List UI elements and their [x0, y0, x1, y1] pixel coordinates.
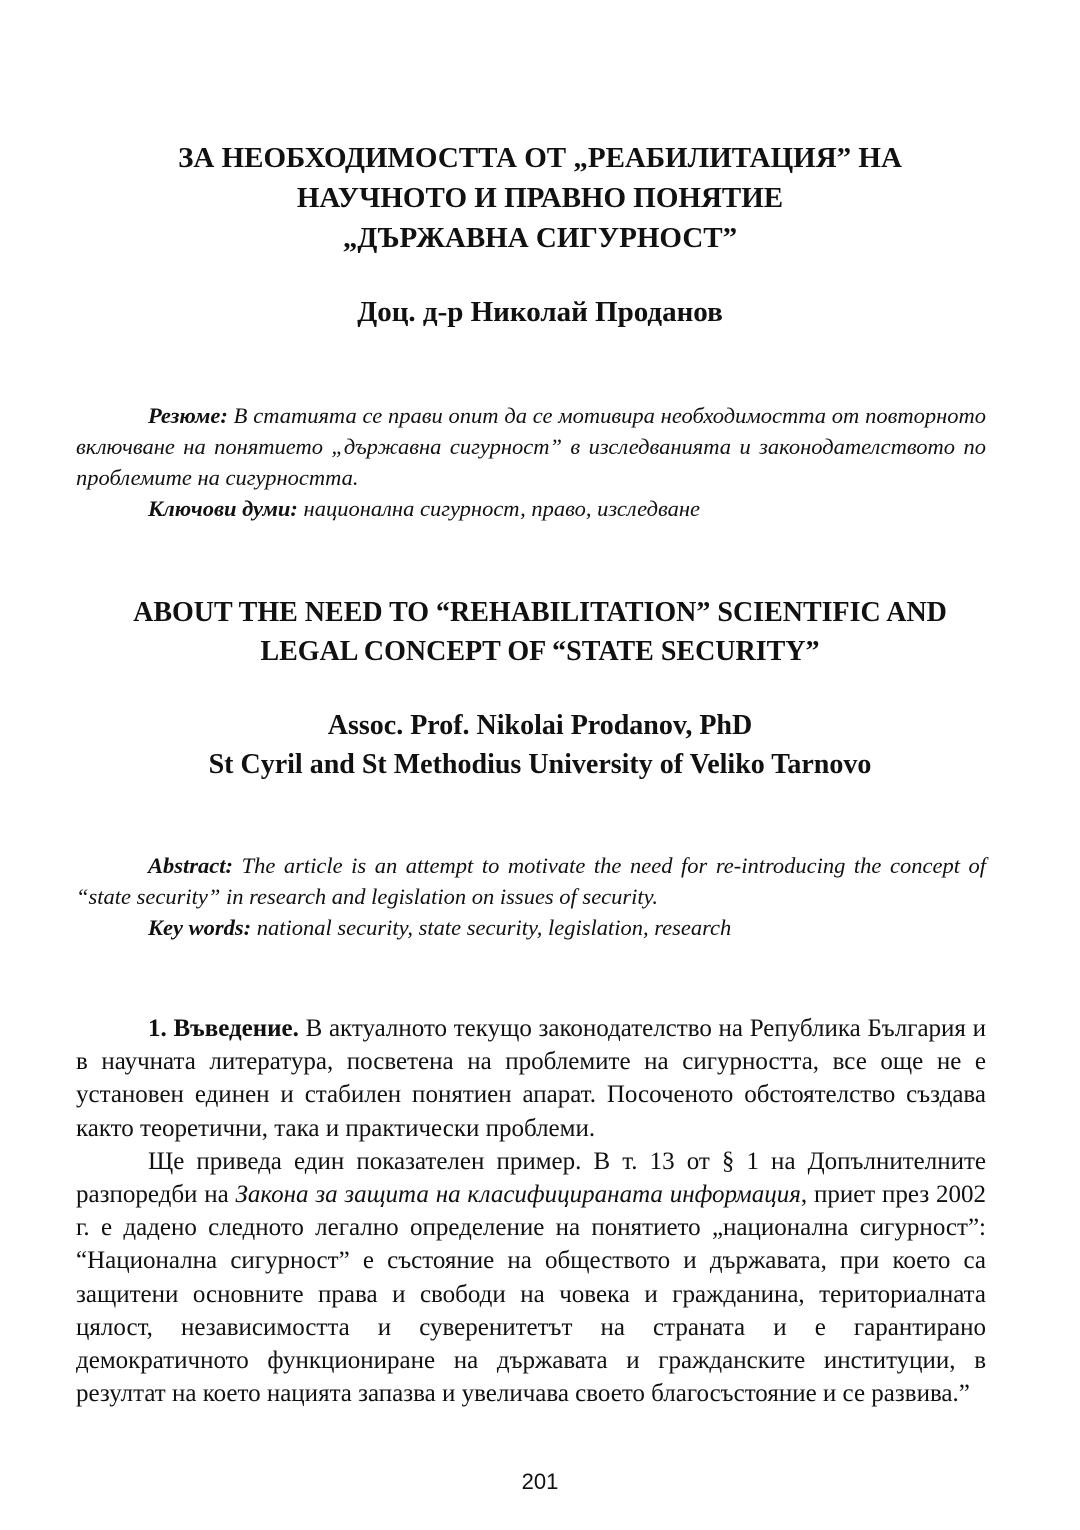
body-paragraph-1-text: В актуалното текущо законодателство на Република България и в научната литература, посветена на проблемите на сигурността, все още не е установен единен и стабилен понятиен апарат. Посоченото обстоятелство създава както теоретични, така и практически проблеми.	[76, 1015, 987, 1142]
title-bg-line-1: ЗА НЕОБХОДИМОСТТА ОТ „РЕАБИЛИТАЦИЯ” НА	[178, 142, 902, 174]
keywords-en-text: national security, state security, legislation, research	[251, 915, 732, 940]
page-number: 201	[521, 1469, 559, 1494]
author-en	[60, 706, 1020, 784]
body-paragraph-1	[76, 1012, 986, 1145]
keywords-en-label: Key words:	[148, 915, 252, 940]
section-heading: 1. Въведение.	[148, 1015, 299, 1042]
keywords-bg	[76, 493, 986, 524]
keywords-bg-label: Ключови думи:	[148, 496, 298, 521]
paper-title-en	[60, 593, 1020, 671]
title-en-line-2: LEGAL CONCEPT OF “STATE SECURITY”	[260, 636, 820, 667]
body-paragraph-2-before: Ще приведа един показателен пример. В т. 13 от § 1 на Допълнителните разпоредби на	[76, 1147, 986, 1209]
abstract-bg-paragraph	[76, 400, 986, 493]
paper-title-bg	[60, 138, 1020, 258]
body-paragraph-2-after: , приет през 2002 г. е дадено следното легално определение на понятието „национална сигурност”: “Национална сигурност” е състояние на обществото и държавата, при което са защитени основните права и свободи на човека и гражданина, териториалната цялост, независимостта и суверенитетът на страната и е гарантирано демократичното функциониране на държавата и гражданските институции, в резултат на което нацията запазва и увеличава своето благосъстояние и се развива.”	[76, 1181, 986, 1408]
keywords-en	[76, 912, 986, 943]
abstract-en-label: Abstract:	[148, 853, 234, 878]
abstract-en-paragraph	[76, 850, 986, 912]
abstract-bg	[76, 400, 986, 524]
author-bg: Доц. д-р Николай Проданов	[357, 296, 723, 328]
title-en-line-1: ABOUT THE NEED TO “REHABILITATION” SCIENTIFIC AND	[133, 597, 947, 628]
law-title-italic: Закона за защита на класифицираната информация	[235, 1181, 801, 1209]
keywords-bg-text: национална сигурност, право, изследване	[297, 496, 700, 521]
abstract-bg-label: Резюме:	[148, 403, 228, 428]
author-en-name: Assoc. Prof. Nikolai Prodanov, PhD	[327, 710, 753, 741]
title-bg-line-2: НАУЧНОТО И ПРАВНО ПОНЯТИЕ	[296, 182, 784, 214]
body-paragraph-2	[76, 1145, 986, 1411]
abstract-bg-text: В статията се прави опит да се мотивира необходимостта от повторното включване на понятието „държавна сигурност” в изследванията и законодателството по проблемите на сигурността.	[76, 403, 986, 490]
author-en-affiliation: St Cyril and St Methodius University of Veliko Tarnovo	[208, 749, 872, 780]
abstract-en	[76, 850, 986, 943]
body-text	[76, 1012, 986, 1410]
abstract-en-text: The article is an attempt to motivate the need for re-introducing the concept of “state security” in research and legislation on issues of security.	[76, 853, 986, 909]
title-bg-line-3: „ДЪРЖАВНА СИГУРНОСТ”	[342, 222, 738, 254]
